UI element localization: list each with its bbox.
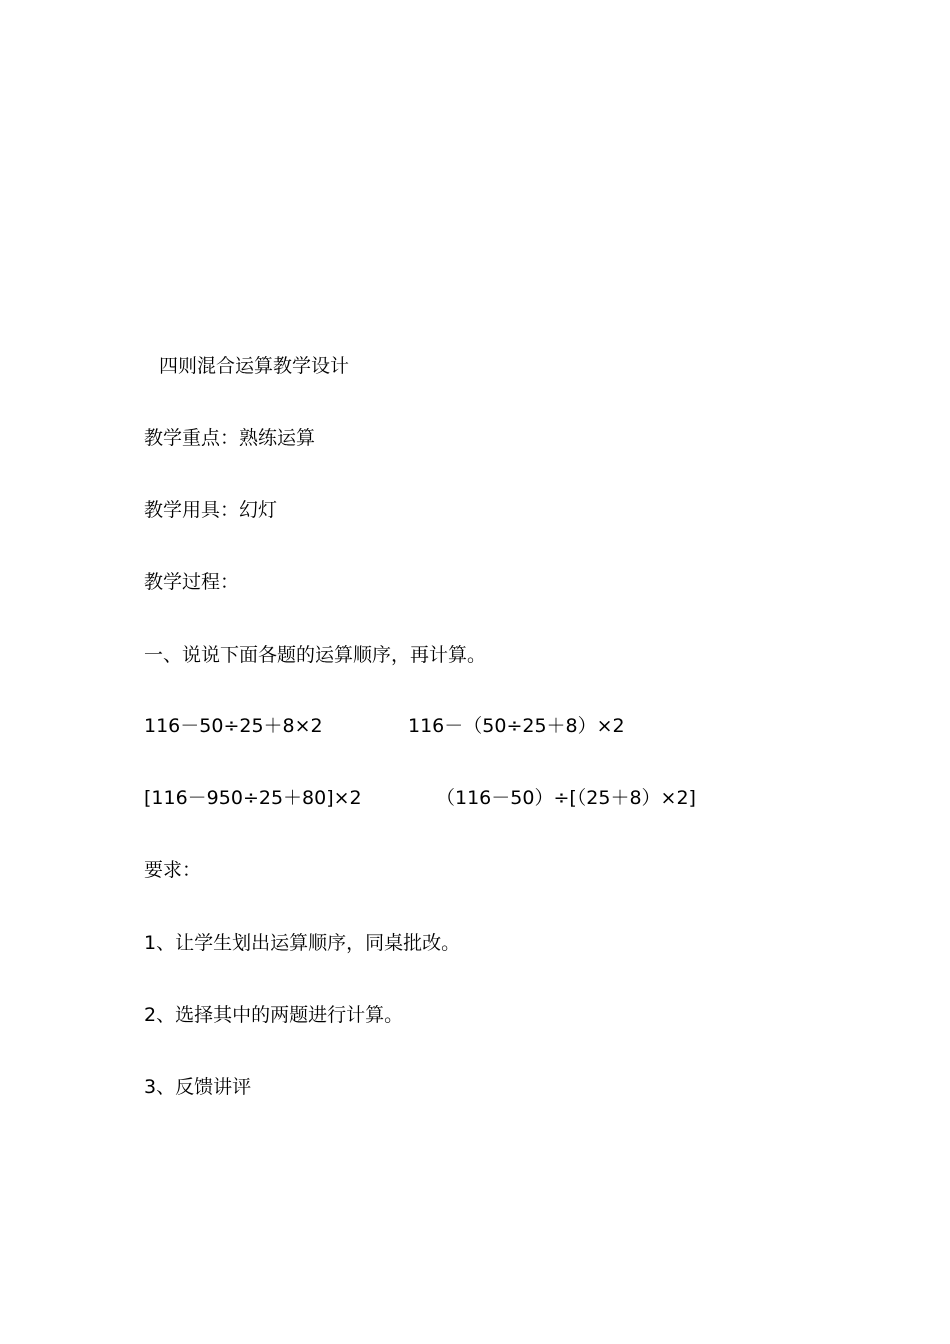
document-title: 四则混合运算教学设计	[159, 355, 350, 377]
requirements-heading: 要求：	[144, 859, 202, 881]
math-expression: 116－（50÷25＋8）×2	[408, 715, 625, 737]
teaching-tools: 教学用具：幻灯	[144, 499, 278, 521]
math-expression: （116－50）÷[（25＋8）×2]	[436, 787, 696, 809]
math-expression: [116－950÷25＋80]×2	[144, 787, 362, 809]
math-expression: 116－50÷25＋8×2	[144, 715, 323, 737]
teaching-process-heading: 教学过程：	[144, 571, 240, 593]
teaching-key-point: 教学重点：熟练运算	[144, 427, 316, 449]
requirement-item: 1、让学生划出运算顺序，同桌批改。	[144, 932, 461, 954]
requirement-item: 3、反馈讲评	[144, 1076, 252, 1098]
section-one-heading: 一、说说下面各题的运算顺序，再计算。	[144, 644, 487, 666]
requirement-item: 2、选择其中的两题进行计算。	[144, 1004, 404, 1026]
